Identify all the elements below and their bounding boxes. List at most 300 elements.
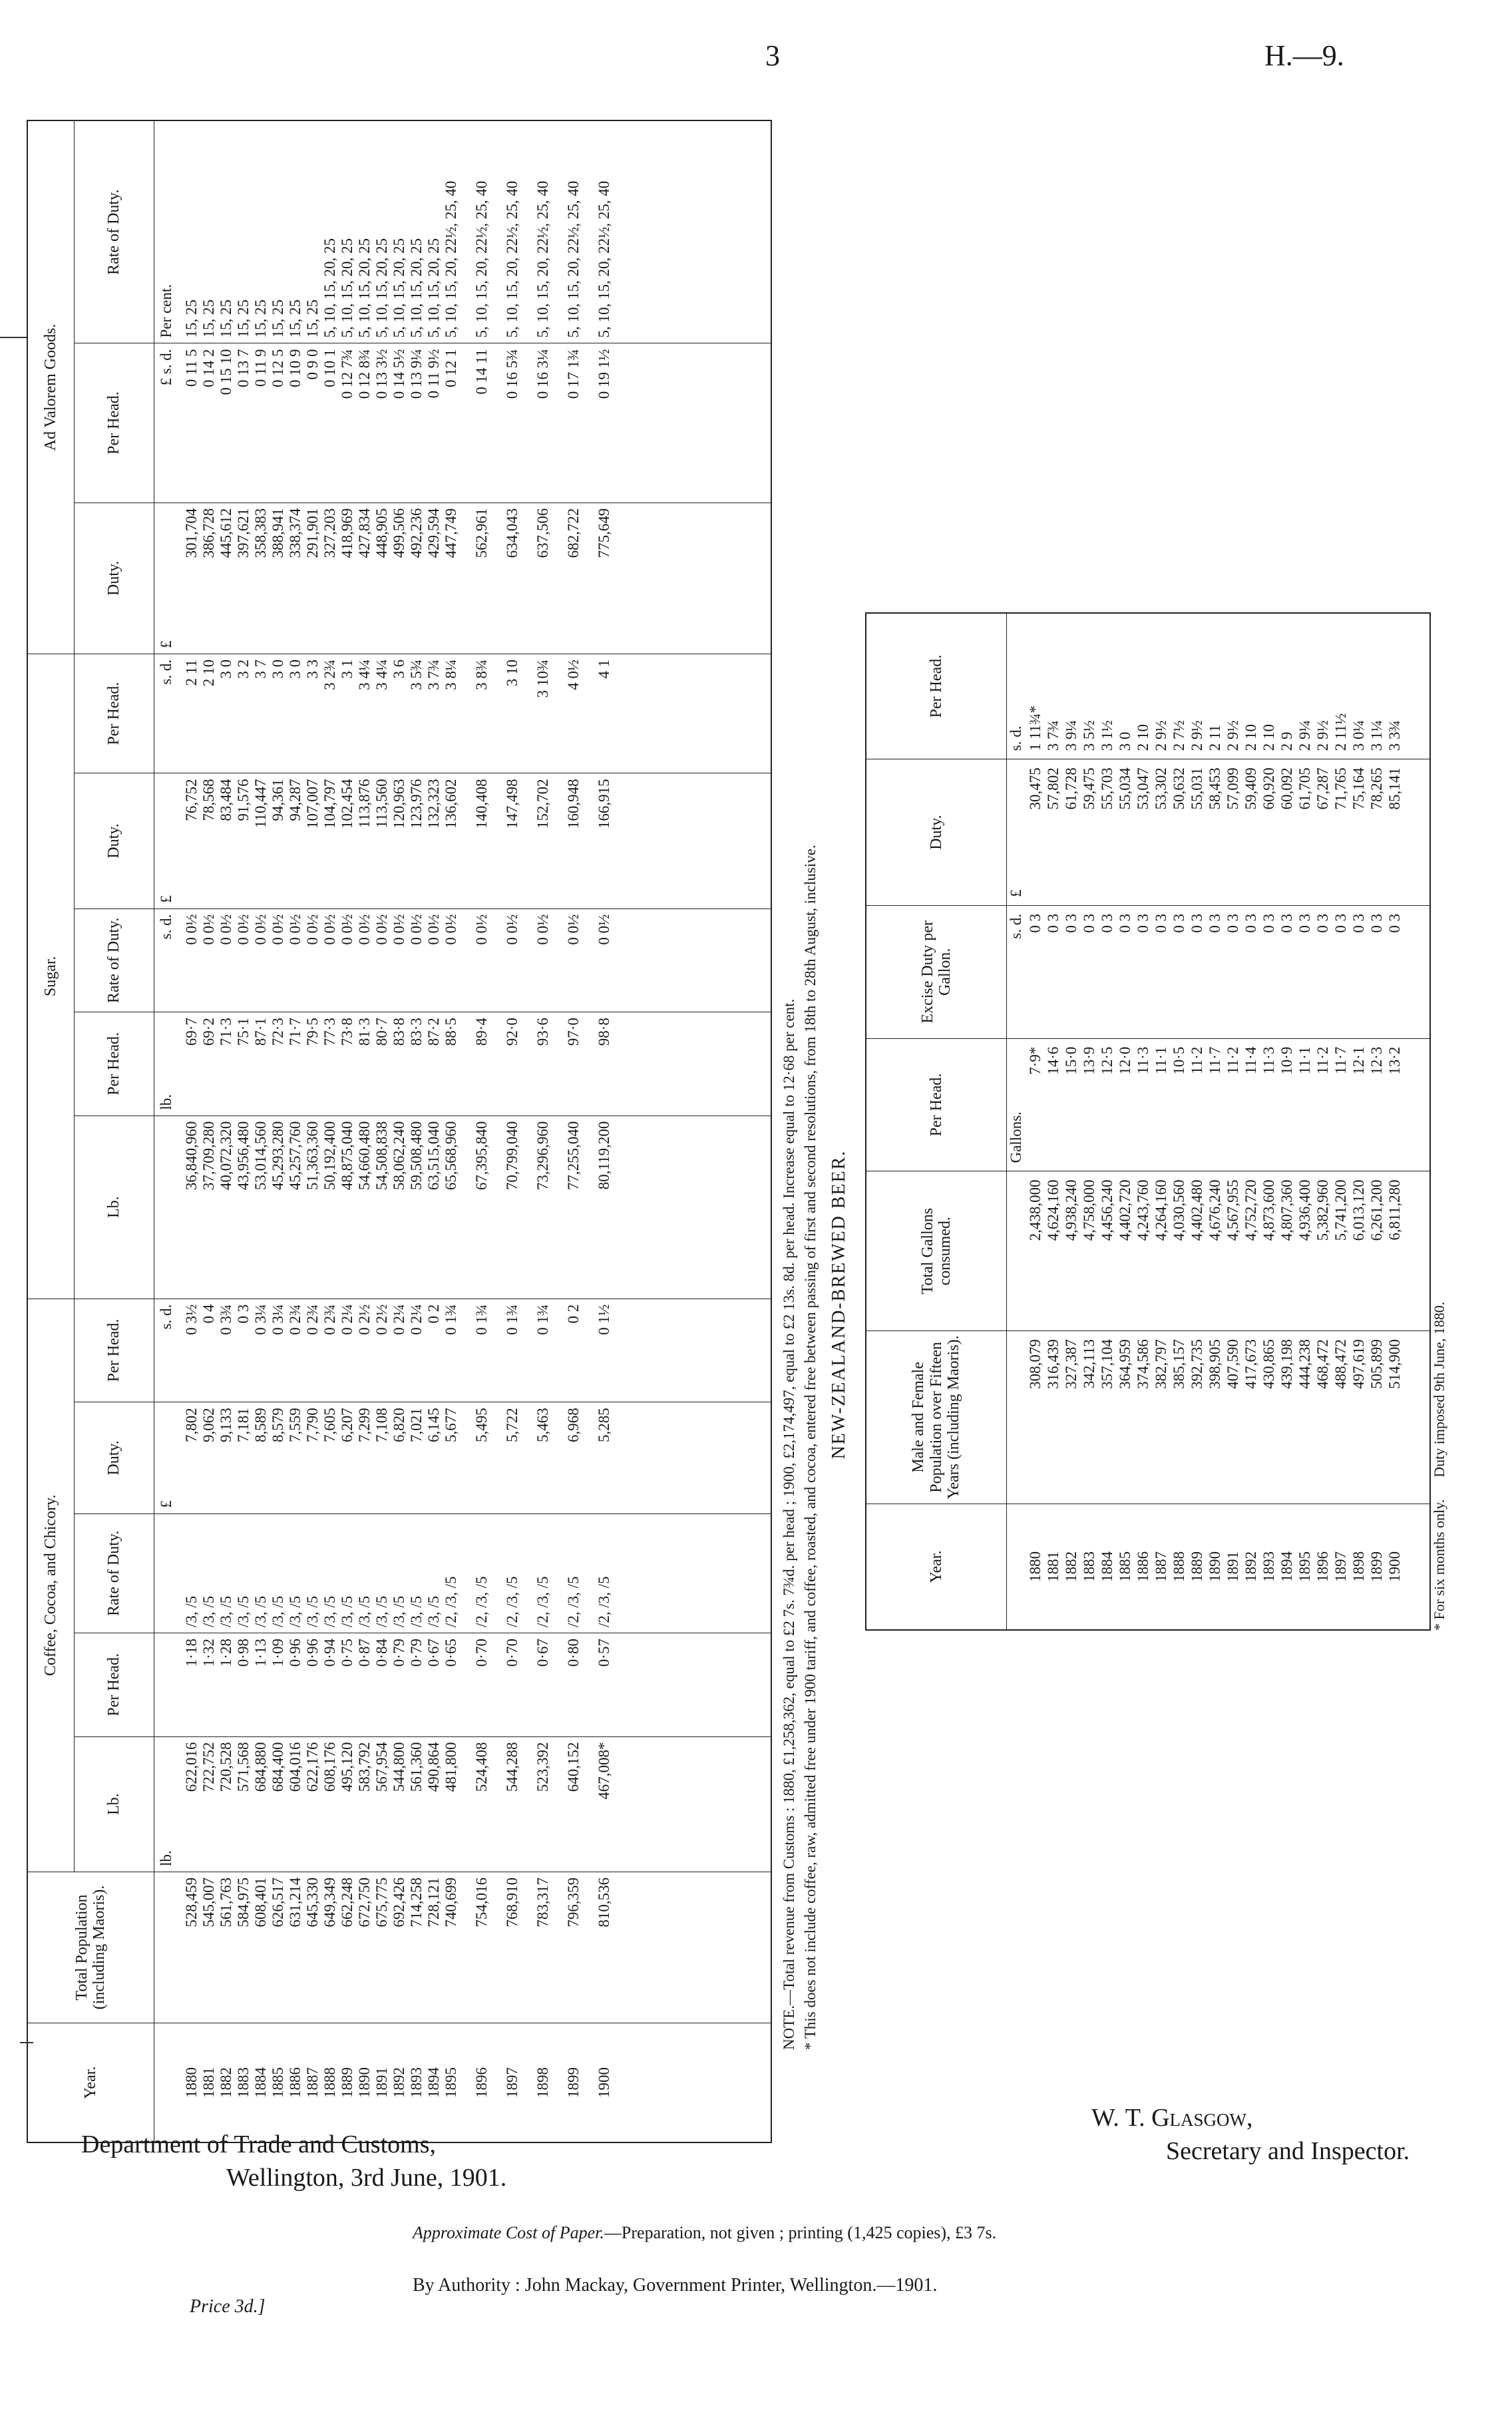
cell-sugar-ph: 80·7 <box>373 1012 391 1115</box>
table-row <box>1206 613 1224 1630</box>
cell-coffee-duty: 7,802 <box>183 1402 200 1514</box>
beer-cell-duty-ph: 1 11¾* <box>1026 613 1044 759</box>
cell-sugar-ph: 79·5 <box>304 1012 321 1115</box>
cell-sugar-ph: 73·8 <box>339 1012 356 1115</box>
beer-cell-population: 342,113 <box>1080 1331 1098 1504</box>
beer-cell-duty: 75,164 <box>1350 759 1368 906</box>
beer-cell-duty: 59,475 <box>1080 759 1098 906</box>
cell-adval-rate: 5, 10, 15, 20, 25 <box>373 120 391 343</box>
beer-cell-year: 1897 <box>1332 1504 1350 1630</box>
beer-cell-duty-ph: 2 9½ <box>1152 613 1170 759</box>
cell-year: 1892 <box>391 2023 408 2142</box>
cell-sugar-ph: 87·2 <box>425 1012 443 1115</box>
cell-coffee-ph: 0·96 <box>304 1633 321 1736</box>
beer-cell-gallons: 4,624,160 <box>1044 1171 1062 1331</box>
table-row <box>1152 613 1170 1630</box>
cell-coffee-duty-ph: 0 2¼ <box>391 1299 408 1402</box>
cell-sugar-ph: 69·7 <box>183 1012 200 1115</box>
cell-sugar-rate: 0 0½ <box>534 908 552 1012</box>
cell-population: 545,007 <box>200 1872 218 2023</box>
cell-sugar-duty: 160,948 <box>565 773 582 908</box>
beer-cell-excise: 0 3 <box>1116 905 1134 1038</box>
note-coffee-footnote: * This does not include coffee, raw, admitted free under 1900 tariff, and coffee, roasted, and cocoa, entered free between passing of first and second resolutions, from 18th to 28th August, inclusive. <box>802 845 819 2050</box>
cell-coffee-duty-ph: 0 1½ <box>596 1299 613 1402</box>
beer-cell-gallons: 4,873,600 <box>1260 1171 1278 1331</box>
cell-adval-ph: 0 13 9¼ <box>408 343 425 503</box>
cell-adval-rate: 5, 10, 15, 20, 25 <box>425 120 443 343</box>
cell-adval-duty: 388,941 <box>270 503 287 654</box>
cell-coffee-duty-ph: 0 2 <box>425 1299 443 1402</box>
cell-sugar-ph: 77·3 <box>321 1012 339 1115</box>
table-row <box>270 120 287 2142</box>
cell-adval-duty: 562,961 <box>473 503 490 654</box>
cell-adval-duty: 448,905 <box>373 503 391 654</box>
cell-adval-duty: 445,612 <box>218 503 235 654</box>
cell-adval-ph: 0 11 9½ <box>425 343 443 503</box>
table-row <box>321 120 339 2142</box>
beer-per-head-header: Per Head. <box>866 1038 1007 1171</box>
beer-cell-gallons-ph: 13·2 <box>1386 1038 1404 1171</box>
cell-coffee-rate: /3, /5 <box>391 1514 408 1633</box>
cell-year: 1887 <box>304 2023 321 2142</box>
beer-cell-gallons: 6,013,120 <box>1350 1171 1368 1331</box>
authority-line: By Authority : John Mackay, Government Printer, Wellington.—1901. <box>413 2275 938 2296</box>
cell-adval-ph: 0 12 8¾ <box>356 343 373 503</box>
cell-coffee-ph: 0·98 <box>235 1633 252 1736</box>
cell-coffee-duty-ph: 0 2 <box>565 1299 582 1402</box>
cell-adval-duty: 634,043 <box>504 503 521 654</box>
cell-population: 728,121 <box>425 1872 443 2023</box>
beer-cell-gallons-ph: 12·0 <box>1116 1038 1134 1171</box>
cell-coffee-duty: 6,145 <box>425 1402 443 1514</box>
beer-cell-gallons: 4,402,720 <box>1116 1171 1134 1331</box>
cell-sugar-duty-ph: 3 0 <box>218 654 235 773</box>
cell-population: 768,910 <box>504 1872 521 2023</box>
beer-cell-population: 357,104 <box>1098 1331 1116 1504</box>
cell-sugar-lb: 63,515,040 <box>425 1115 443 1299</box>
table-row <box>1296 613 1314 1630</box>
beer-cell-year: 1890 <box>1206 1504 1224 1630</box>
cell-sugar-lb: 70,799,040 <box>504 1115 521 1299</box>
cell-adval-rate: 15, 25 <box>304 120 321 343</box>
beer-cell-duty: 57,099 <box>1224 759 1242 906</box>
beer-cell-year: 1892 <box>1242 1504 1260 1630</box>
cell-sugar-duty: 107,007 <box>304 773 321 908</box>
beer-cell-duty: 71,765 <box>1332 759 1350 906</box>
cell-coffee-duty: 7,108 <box>373 1402 391 1514</box>
table-row <box>391 120 408 2142</box>
cell-coffee-lb: 524,408 <box>473 1736 490 1872</box>
cell-population: 626,517 <box>270 1872 287 2023</box>
cell-coffee-duty-ph: 0 1¾ <box>473 1299 490 1402</box>
table-row <box>1080 613 1098 1630</box>
cell-adval-duty: 637,506 <box>534 503 552 654</box>
table-row <box>1116 613 1134 1630</box>
cell-adval-rate: 15, 25 <box>200 120 218 343</box>
beer-cell-gallons: 6,811,280 <box>1386 1171 1404 1331</box>
table-row <box>1170 613 1188 1630</box>
beer-cell-duty-ph: 3 9¼ <box>1062 613 1080 759</box>
table-row <box>1314 613 1332 1630</box>
beer-cell-population: 308,079 <box>1026 1331 1044 1504</box>
cell-sugar-duty-ph: 3 2¾ <box>321 654 339 773</box>
cell-coffee-lb: 583,792 <box>356 1736 373 1872</box>
cell-coffee-ph: 1·18 <box>183 1633 200 1736</box>
cell-population: 740,699 <box>443 1872 460 2023</box>
cell-sugar-duty-ph: 3 1 <box>339 654 356 773</box>
cell-adval-rate: 5, 10, 15, 20, 22½, 25, 40 <box>473 120 490 343</box>
cell-sugar-rate: 0 0½ <box>473 908 490 1012</box>
cell-sugar-rate: 0 0½ <box>443 908 460 1012</box>
cell-sugar-ph: 69·2 <box>200 1012 218 1115</box>
cell-coffee-rate: /3, /5 <box>252 1514 270 1633</box>
cell-sugar-duty: 94,361 <box>270 773 287 908</box>
table-row <box>1260 613 1278 1630</box>
beer-cell-year: 1882 <box>1062 1504 1080 1630</box>
table-row <box>339 120 356 2142</box>
beer-cell-gallons: 4,758,000 <box>1080 1171 1098 1331</box>
cell-adval-duty: 358,383 <box>252 503 270 654</box>
cell-sugar-duty: 152,702 <box>534 773 552 908</box>
cell-sugar-ph: 97·0 <box>565 1012 582 1115</box>
cell-sugar-duty: 78,568 <box>200 773 218 908</box>
beer-cell-gallons: 4,456,240 <box>1098 1171 1116 1331</box>
beer-cell-duty: 50,632 <box>1170 759 1188 906</box>
beer-cell-duty: 57,802 <box>1044 759 1062 906</box>
beer-cell-gallons-ph: 14·6 <box>1044 1038 1062 1171</box>
cell-coffee-rate: /2, /3, /5 <box>473 1514 490 1633</box>
beer-footnote-duty-imposed: Duty imposed 9th June, 1880. <box>1431 1301 1447 1478</box>
beer-cell-population: 382,797 <box>1152 1331 1170 1504</box>
beer-cell-excise: 0 3 <box>1080 905 1098 1038</box>
cell-coffee-duty: 9,062 <box>200 1402 218 1514</box>
cost-of-paper-line <box>413 2223 996 2243</box>
cell-sugar-duty-ph: 3 2 <box>235 654 252 773</box>
beer-cell-population: 327,387 <box>1062 1331 1080 1504</box>
beer-cell-duty-ph: 3 0 <box>1116 613 1134 759</box>
beer-cell-duty: 61,728 <box>1062 759 1080 906</box>
cell-sugar-ph: 71·3 <box>218 1012 235 1115</box>
beer-cell-excise: 0 3 <box>1206 905 1224 1038</box>
cell-population: 796,359 <box>565 1872 582 2023</box>
unit-adval-duty: £ <box>154 503 183 654</box>
cell-sugar-ph: 98·8 <box>596 1012 613 1115</box>
cell-coffee-rate: /3, /5 <box>218 1514 235 1633</box>
cell-sugar-rate: 0 0½ <box>321 908 339 1012</box>
table-row <box>1278 613 1296 1630</box>
cell-coffee-rate: /3, /5 <box>287 1514 304 1633</box>
cell-coffee-rate: /3, /5 <box>270 1514 287 1633</box>
cell-coffee-lb: 567,954 <box>373 1736 391 1872</box>
beer-cell-duty-ph: 3 0¼ <box>1350 613 1368 759</box>
cell-adval-ph: 0 12 7¾ <box>339 343 356 503</box>
beer-cell-excise: 0 3 <box>1026 905 1044 1038</box>
cell-coffee-duty: 7,559 <box>287 1402 304 1514</box>
beer-gallons-header: Total Gallons consumed. <box>866 1171 1007 1331</box>
table-row <box>504 120 521 2142</box>
cell-coffee-ph: 0·94 <box>321 1633 339 1736</box>
cell-sugar-ph: 75·1 <box>235 1012 252 1115</box>
table-row <box>1224 613 1242 1630</box>
beer-cell-gallons: 5,382,960 <box>1314 1171 1332 1331</box>
cell-coffee-ph: 1·28 <box>218 1633 235 1736</box>
customs-table <box>27 120 772 2143</box>
unit-sugar-duty: £ <box>154 773 183 908</box>
cell-sugar-rate: 0 0½ <box>200 908 218 1012</box>
cell-coffee-duty-ph: 0 2½ <box>356 1299 373 1402</box>
cell-adval-rate: 5, 10, 15, 20, 25 <box>321 120 339 343</box>
cell-sugar-lb: 36,840,960 <box>183 1115 200 1299</box>
beer-cell-duty-ph: 2 9½ <box>1188 613 1206 759</box>
cell-adval-ph: 0 12 5 <box>270 343 287 503</box>
cell-sugar-ph: 72·3 <box>270 1012 287 1115</box>
beer-cell-gallons-ph: 12·3 <box>1368 1038 1386 1171</box>
cell-coffee-lb: 544,800 <box>391 1736 408 1872</box>
cell-coffee-ph: 0·84 <box>373 1633 391 1736</box>
beer-cell-excise: 0 3 <box>1188 905 1206 1038</box>
cell-sugar-duty-ph: 4 1 <box>596 654 613 773</box>
beer-cell-gallons-ph: 11·1 <box>1152 1038 1170 1171</box>
table-row <box>473 120 490 2142</box>
cell-year: 1896 <box>473 2023 490 2142</box>
cell-sugar-rate: 0 0½ <box>287 908 304 1012</box>
cell-adval-rate: 5, 10, 15, 20, 22½, 25, 40 <box>565 120 582 343</box>
table-row <box>287 120 304 2142</box>
beer-cell-duty: 78,265 <box>1368 759 1386 906</box>
cell-sugar-duty: 147,498 <box>504 773 521 908</box>
beer-cell-excise: 0 3 <box>1278 905 1296 1038</box>
cell-adval-ph: 0 11 9 <box>252 343 270 503</box>
beer-cell-duty-ph: 3 3¾ <box>1386 613 1404 759</box>
cell-sugar-rate: 0 0½ <box>270 908 287 1012</box>
cell-coffee-lb: 722,752 <box>200 1736 218 1872</box>
cell-year: 1890 <box>356 2023 373 2142</box>
cell-sugar-rate: 0 0½ <box>504 908 521 1012</box>
table-row <box>1062 613 1080 1630</box>
cell-coffee-duty: 8,579 <box>270 1402 287 1514</box>
cell-adval-duty: 492,236 <box>408 503 425 654</box>
cell-sugar-lb: 53,014,560 <box>252 1115 270 1299</box>
beer-cell-year: 1894 <box>1278 1504 1296 1630</box>
cell-adval-rate: 15, 25 <box>218 120 235 343</box>
coffee-per-head-header: Per Head. <box>74 1633 154 1736</box>
beer-cell-duty: 59,409 <box>1242 759 1260 906</box>
cell-sugar-ph: 71·7 <box>287 1012 304 1115</box>
table-row <box>1350 613 1368 1630</box>
beer-cell-duty: 85,141 <box>1386 759 1404 906</box>
cell-sugar-duty-ph: 3 8¾ <box>473 654 490 773</box>
cell-coffee-duty-ph: 0 3¼ <box>270 1299 287 1402</box>
cell-coffee-duty: 7,299 <box>356 1402 373 1514</box>
table-row <box>373 120 391 2142</box>
cell-sugar-lb: 80,119,200 <box>596 1115 613 1299</box>
adval-duty-header: Duty. <box>74 503 154 654</box>
cell-coffee-ph: 0·67 <box>425 1633 443 1736</box>
unit-coffee-duty: £ <box>154 1402 183 1514</box>
table-row <box>1386 613 1404 1630</box>
cell-sugar-rate: 0 0½ <box>304 908 321 1012</box>
beer-cell-year: 1880 <box>1026 1504 1044 1630</box>
sugar-rate-header: Rate of Duty. <box>74 908 154 1012</box>
table-row <box>235 120 252 2142</box>
cell-coffee-lb: 622,176 <box>304 1736 321 1872</box>
table-row <box>252 120 270 2142</box>
signatory-title: Secretary and Inspector. <box>1166 2137 1410 2165</box>
cell-adval-ph: 0 19 1½ <box>596 343 613 503</box>
beer-cell-population: 444,238 <box>1296 1331 1314 1504</box>
cell-population: 714,258 <box>408 1872 425 2023</box>
beer-cell-gallons-ph: 11·2 <box>1188 1038 1206 1171</box>
cell-coffee-duty: 7,790 <box>304 1402 321 1514</box>
cell-coffee-ph: 0·57 <box>596 1633 613 1736</box>
adval-group-header: Ad Valorem Goods. <box>27 120 74 654</box>
beer-cell-excise: 0 3 <box>1152 905 1170 1038</box>
beer-unit-gallons: Gallons. <box>1007 1038 1026 1171</box>
cell-sugar-rate: 0 0½ <box>565 908 582 1012</box>
unit-coffee-lb: lb. <box>154 1736 183 1872</box>
beer-cell-duty: 61,705 <box>1296 759 1314 906</box>
cell-year: 1886 <box>287 2023 304 2142</box>
cell-sugar-rate: 0 0½ <box>408 908 425 1012</box>
cell-coffee-rate: /3, /5 <box>183 1514 200 1633</box>
cell-population: 528,459 <box>183 1872 200 2023</box>
beer-unit-duty-ph: s. d. <box>1007 613 1026 759</box>
table-row <box>1098 613 1116 1630</box>
cell-sugar-duty-ph: 2 10 <box>200 654 218 773</box>
beer-excise-header: Excise Duty per Gallon. <box>866 905 1007 1038</box>
cell-sugar-ph: 89·4 <box>473 1012 490 1115</box>
table-row <box>1134 613 1152 1630</box>
beer-cell-excise: 0 3 <box>1332 905 1350 1038</box>
unit-adval-ph: £ s. d. <box>154 343 183 503</box>
beer-cell-population: 392,735 <box>1188 1331 1206 1504</box>
cell-sugar-ph: 92·0 <box>504 1012 521 1115</box>
cell-coffee-ph: 0·96 <box>287 1633 304 1736</box>
cell-sugar-lb: 40,072,320 <box>218 1115 235 1299</box>
cell-coffee-ph: 0·70 <box>473 1633 490 1736</box>
cell-sugar-duty: 113,560 <box>373 773 391 908</box>
cell-year: 1882 <box>218 2023 235 2142</box>
col-year-header: Year. <box>27 2023 154 2142</box>
beer-cell-gallons-ph: 11·2 <box>1224 1038 1242 1171</box>
department-line-1: Department of Trade and Customs, <box>81 2130 437 2158</box>
beer-cell-duty-ph: 2 11½ <box>1332 613 1350 759</box>
beer-cell-excise: 0 3 <box>1170 905 1188 1038</box>
beer-cell-duty: 30,475 <box>1026 759 1044 906</box>
beer-cell-gallons-ph: 11·7 <box>1332 1038 1350 1171</box>
cell-sugar-rate: 0 0½ <box>425 908 443 1012</box>
beer-cell-excise: 0 3 <box>1242 905 1260 1038</box>
beer-cell-gallons-ph: 11·1 <box>1296 1038 1314 1171</box>
cell-sugar-duty: 110,447 <box>252 773 270 908</box>
cell-sugar-duty: 91,576 <box>235 773 252 908</box>
cell-coffee-lb: 720,528 <box>218 1736 235 1872</box>
table-row <box>1044 613 1062 1630</box>
beer-cell-population: 439,198 <box>1278 1331 1296 1504</box>
cell-sugar-lb: 45,257,760 <box>287 1115 304 1299</box>
beer-cell-gallons-ph: 12·1 <box>1350 1038 1368 1171</box>
beer-cell-gallons-ph: 11·4 <box>1242 1038 1260 1171</box>
cell-coffee-ph: 0·67 <box>534 1633 552 1736</box>
cell-adval-duty: 301,704 <box>183 503 200 654</box>
beer-cell-gallons: 4,264,160 <box>1152 1171 1170 1331</box>
cell-sugar-duty-ph: 3 8¼ <box>443 654 460 773</box>
cell-coffee-duty: 7,021 <box>408 1402 425 1514</box>
cell-year: 1891 <box>373 2023 391 2142</box>
beer-cell-duty: 53,047 <box>1134 759 1152 906</box>
cell-population: 783,317 <box>534 1872 552 2023</box>
beer-cell-excise: 0 3 <box>1224 905 1242 1038</box>
beer-cell-year: 1886 <box>1134 1504 1152 1630</box>
cell-coffee-lb: 561,360 <box>408 1736 425 1872</box>
unit-adval-rate: Per cent. <box>154 120 183 343</box>
beer-cell-population: 374,586 <box>1134 1331 1152 1504</box>
table-row <box>200 120 218 2142</box>
cell-population: 754,016 <box>473 1872 490 2023</box>
cell-adval-ph: 0 13 3½ <box>373 343 391 503</box>
table-row <box>1026 613 1044 1630</box>
beer-cell-duty-ph: 3 7¾ <box>1044 613 1062 759</box>
cell-year: 1898 <box>534 2023 552 2142</box>
cell-coffee-rate: /2, /3, /5 <box>596 1514 613 1633</box>
beer-cell-year: 1896 <box>1314 1504 1332 1630</box>
cell-coffee-duty: 6,207 <box>339 1402 356 1514</box>
cell-coffee-duty: 5,722 <box>504 1402 521 1514</box>
cell-sugar-ph: 83·3 <box>408 1012 425 1115</box>
cell-sugar-duty-ph: 4 0½ <box>565 654 582 773</box>
cell-sugar-lb: 77,255,040 <box>565 1115 582 1299</box>
cell-coffee-duty-ph: 0 3 <box>235 1299 252 1402</box>
table-row <box>1242 613 1260 1630</box>
cell-adval-ph: 0 17 1¾ <box>565 343 582 503</box>
cell-coffee-rate: /2, /3, /5 <box>565 1514 582 1633</box>
cell-sugar-duty: 166,915 <box>596 773 613 908</box>
cell-adval-duty: 447,749 <box>443 503 460 654</box>
note-total-revenue: NOTE.—Total revenue from Customs : 1880, £1,258,362, equal to £2 7s. 7¾d. per head ; 1900, £2,174,497, equal to £2 13s. 8d. per head. Increase equal to 12·68 per cent. <box>781 998 797 2050</box>
beer-duty-per-head-header: Per Head. <box>866 613 1007 759</box>
beer-unit-excise: s. d. <box>1007 905 1026 1038</box>
cell-adval-ph: 0 14 11 <box>473 343 490 503</box>
table-row <box>304 120 321 2142</box>
beer-cell-gallons: 4,402,480 <box>1188 1171 1206 1331</box>
beer-table-region <box>865 612 1431 1631</box>
cell-population: 631,214 <box>287 1872 304 2023</box>
cell-sugar-duty-ph: 3 7 <box>252 654 270 773</box>
cell-sugar-rate: 0 0½ <box>391 908 408 1012</box>
cell-sugar-rate: 0 0½ <box>596 908 613 1012</box>
cell-population: 810,536 <box>596 1872 613 2023</box>
cell-population: 584,975 <box>235 1872 252 2023</box>
cell-coffee-duty-ph: 0 4 <box>200 1299 218 1402</box>
beer-cell-duty: 53,302 <box>1152 759 1170 906</box>
beer-cell-duty-ph: 2 9½ <box>1314 613 1332 759</box>
cell-adval-duty: 427,834 <box>356 503 373 654</box>
cell-adval-rate: 5, 10, 15, 20, 25 <box>356 120 373 343</box>
cell-adval-rate: 5, 10, 15, 20, 25 <box>339 120 356 343</box>
beer-cell-gallons-ph: 10·5 <box>1170 1038 1188 1171</box>
cell-year: 1885 <box>270 2023 287 2142</box>
beer-cell-gallons: 4,938,240 <box>1062 1171 1080 1331</box>
cell-sugar-lb: 59,508,480 <box>408 1115 425 1299</box>
cell-coffee-ph: 1·09 <box>270 1633 287 1736</box>
cell-year: 1881 <box>200 2023 218 2142</box>
cell-coffee-lb: 523,392 <box>534 1736 552 1872</box>
cell-sugar-rate: 0 0½ <box>235 908 252 1012</box>
cell-adval-rate: 5, 10, 15, 20, 25 <box>408 120 425 343</box>
cell-coffee-lb: 495,120 <box>339 1736 356 1872</box>
beer-cell-gallons: 4,936,400 <box>1296 1171 1314 1331</box>
cell-sugar-lb: 58,062,240 <box>391 1115 408 1299</box>
